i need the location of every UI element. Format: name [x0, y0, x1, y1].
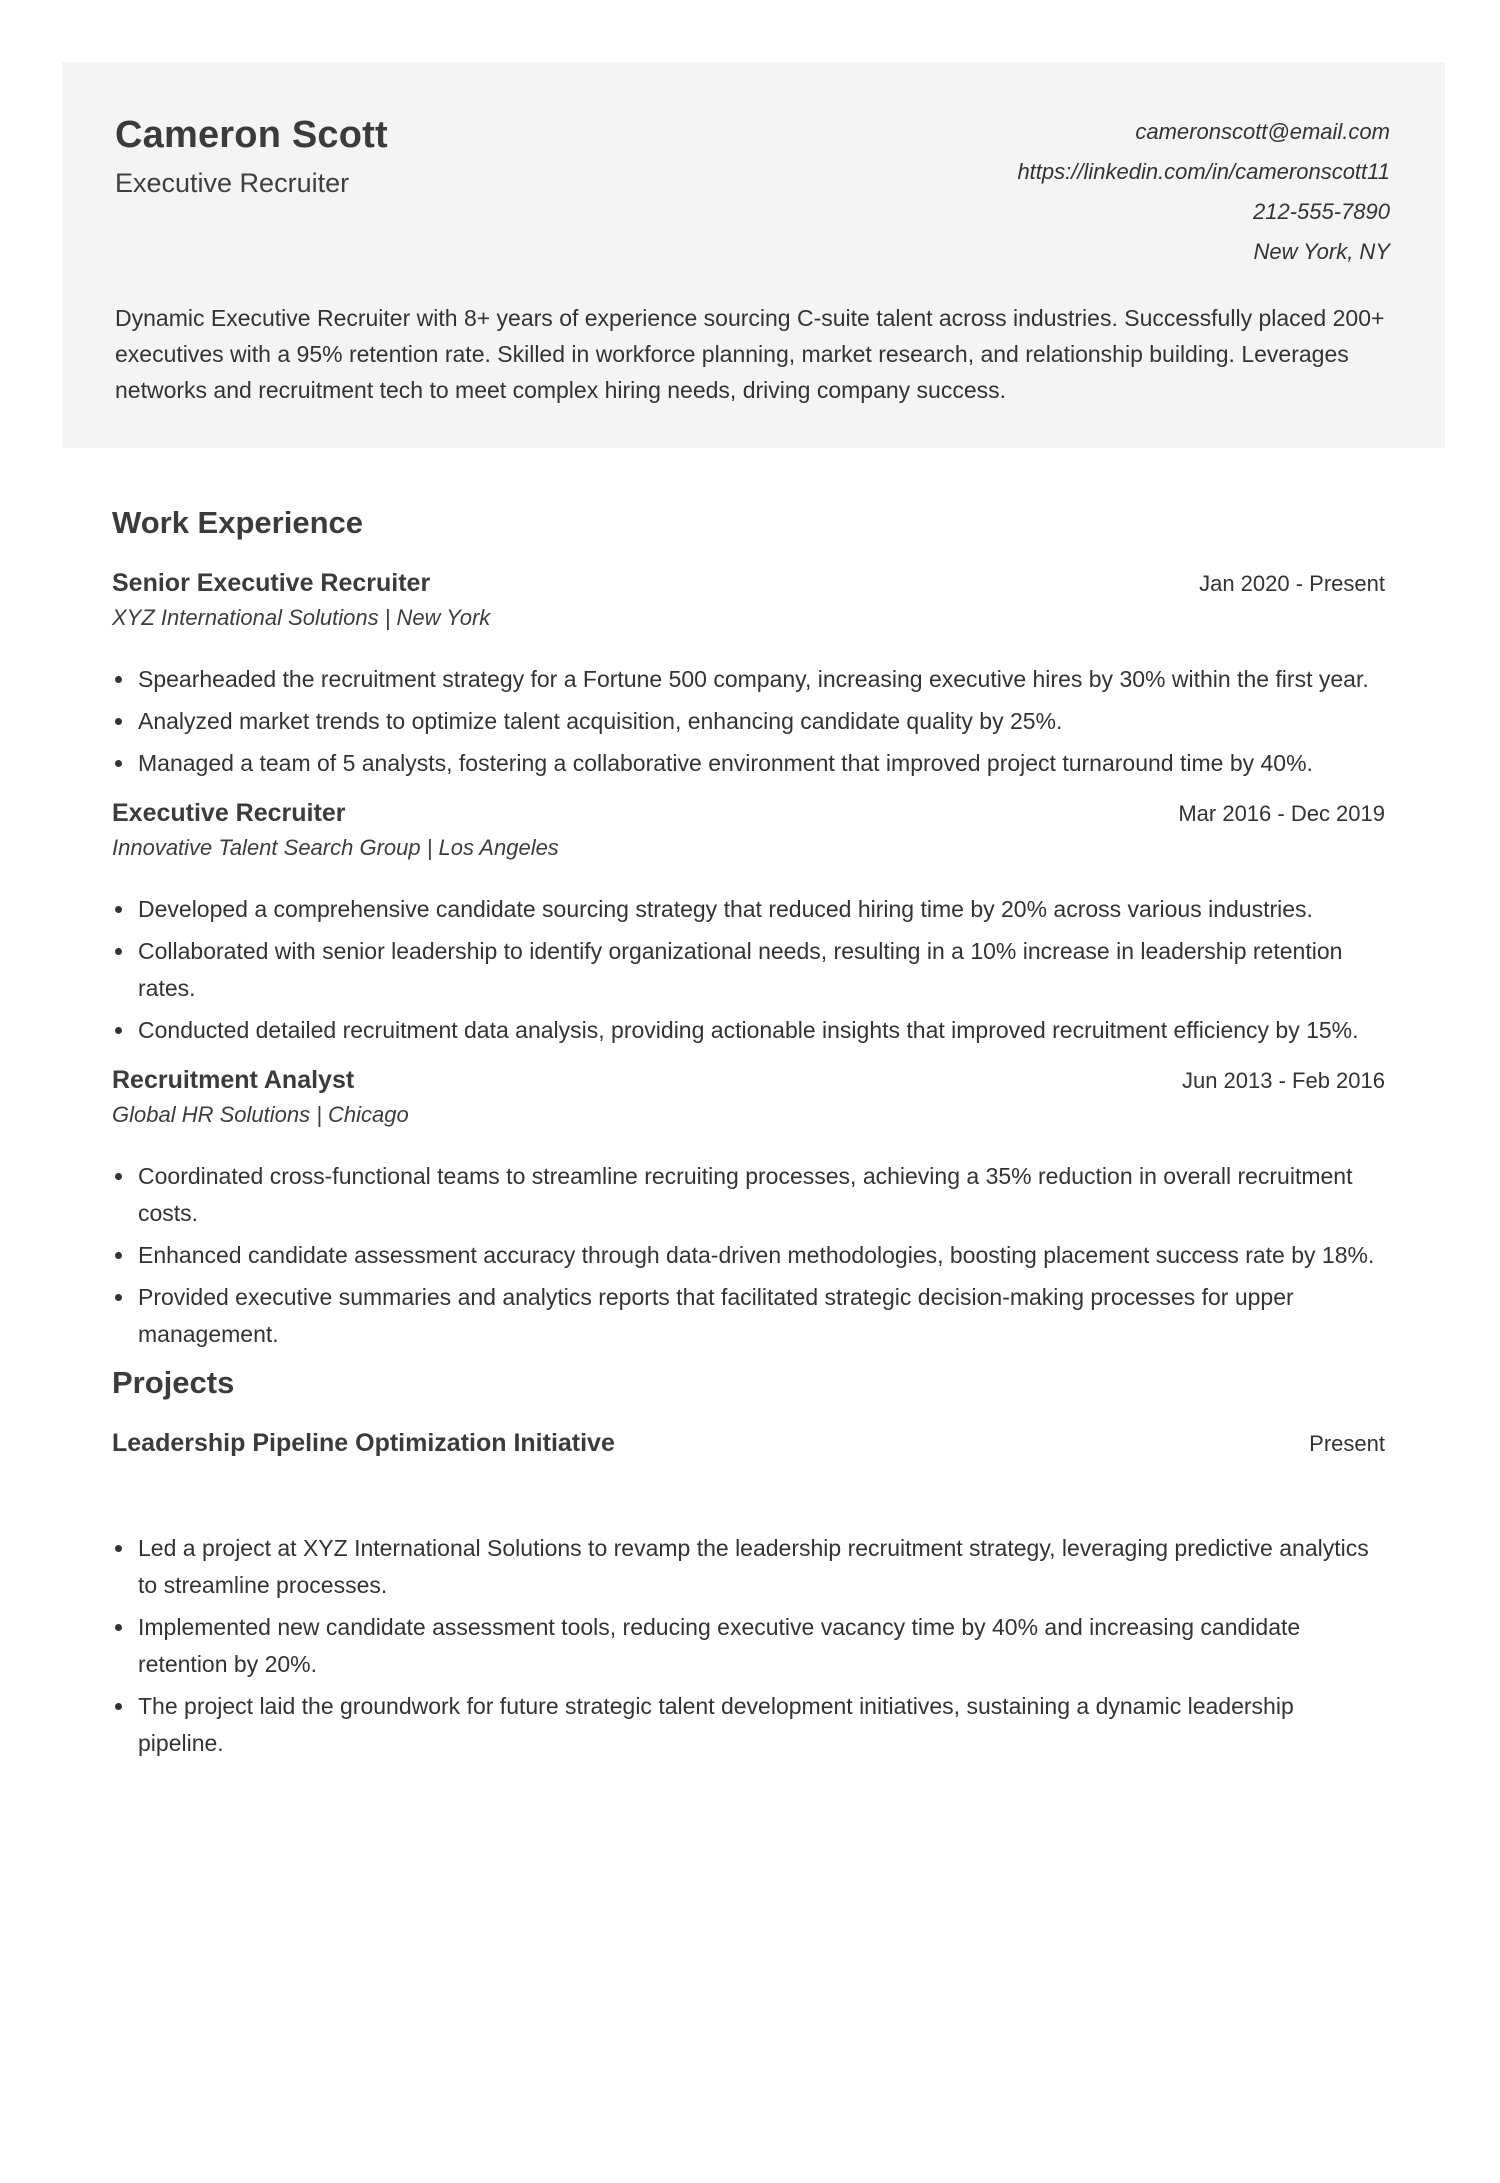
resume-header — [62, 62, 1445, 448]
professional-summary: Dynamic Executive Recruiter with 8+ years of experience sourcing C-suite talent across industries. Successfully placed 200+ executives with a 95% retention rate. Skilled in workforce planning, market research, and relationship building. Leverages networks and recruitment tech to meet complex hiring needs, driving company success. — [115, 305, 1385, 403]
job-entry — [112, 1065, 1385, 1353]
job-company-location: Innovative Talent Search Group | Los Angeles — [112, 835, 559, 860]
resume-body — [112, 505, 1385, 1762]
job-dates: Jun 2013 - Feb 2016 — [1181, 1068, 1385, 1093]
job-title: Recruitment Analyst — [112, 1066, 355, 1094]
contact-location: New York, NY — [1253, 239, 1390, 264]
job-title: Senior Executive Recruiter — [112, 569, 431, 597]
job-bullet: Enhanced candidate assessment accuracy through data-driven methodologies, boosting placement success rate by 18%. — [112, 1237, 1385, 1274]
job-bullet: Developed a comprehensive candidate sourcing strategy that reduced hiring time by 20% across various industries. — [112, 891, 1385, 928]
job-dates: Jan 2020 - Present — [1199, 571, 1385, 596]
job-bullet: Coordinated cross-functional teams to streamline recruiting processes, achieving a 35% reduction in overall recruitment costs. — [112, 1158, 1385, 1232]
section-heading-work-experience: Work Experience — [112, 505, 363, 540]
project-bullet: The project laid the groundwork for future strategic talent development initiatives, sustaining a dynamic leadership pipeline. — [112, 1688, 1385, 1762]
job-bullet-list — [112, 661, 1385, 782]
job-company-location: Global HR Solutions | Chicago — [112, 1102, 409, 1127]
job-bullet: Conducted detailed recruitment data analysis, providing actionable insights that improved recruitment efficiency by 15%. — [112, 1012, 1385, 1049]
job-bullet: Analyzed market trends to optimize talent acquisition, enhancing candidate quality by 25%. — [112, 703, 1385, 740]
job-title: Executive Recruiter — [112, 799, 346, 827]
job-header — [112, 798, 1385, 828]
job-bullet-list — [112, 1158, 1385, 1353]
contact-linkedin-url: https://linkedin.com/in/cameronscott11 — [1017, 159, 1390, 184]
job-entry — [112, 798, 1385, 1049]
job-header — [112, 1065, 1385, 1095]
job-bullet: Collaborated with senior leadership to identify organizational needs, resulting in a 10% increase in leadership retention rates. — [112, 933, 1385, 1007]
contact-phone: 212-555-7890 — [1252, 199, 1390, 224]
project-bullet-list — [112, 1530, 1385, 1762]
contact-email: cameronscott@email.com — [1135, 119, 1390, 144]
header-top-row — [115, 112, 1390, 272]
job-bullet: Managed a team of 5 analysts, fostering a collaborative environment that improved project turnaround time by 40%. — [112, 745, 1385, 782]
project-title: Leadership Pipeline Optimization Initiative — [112, 1429, 615, 1457]
project-entry — [112, 1428, 1385, 1762]
project-bullet: Implemented new candidate assessment tools, reducing executive vacancy time by 40% and increasing candidate retention by 20%. — [112, 1609, 1385, 1683]
job-bullet: Spearheaded the recruitment strategy for a Fortune 500 company, increasing executive hires by 30% within the first year. — [112, 661, 1385, 698]
identity-block — [115, 112, 388, 199]
job-bullet: Provided executive summaries and analytics reports that facilitated strategic decision-making processes for upper management. — [112, 1279, 1385, 1353]
candidate-name: Cameron Scott — [115, 114, 388, 156]
job-company-location: XYZ International Solutions | New York — [112, 605, 491, 630]
project-header — [112, 1428, 1385, 1458]
section-heading-projects: Projects — [112, 1365, 235, 1400]
project-dates: Present — [1309, 1431, 1385, 1456]
contact-block — [1017, 112, 1390, 272]
job-entry — [112, 568, 1385, 782]
job-header — [112, 568, 1385, 598]
project-bullet: Led a project at XYZ International Solutions to revamp the leadership recruitment strategy, leveraging predictive analytics to streamline processes. — [112, 1530, 1385, 1604]
job-dates: Mar 2016 - Dec 2019 — [1178, 801, 1385, 826]
resume-page — [0, 62, 1500, 2183]
job-bullet-list — [112, 891, 1385, 1049]
candidate-title: Executive Recruiter — [115, 167, 350, 198]
